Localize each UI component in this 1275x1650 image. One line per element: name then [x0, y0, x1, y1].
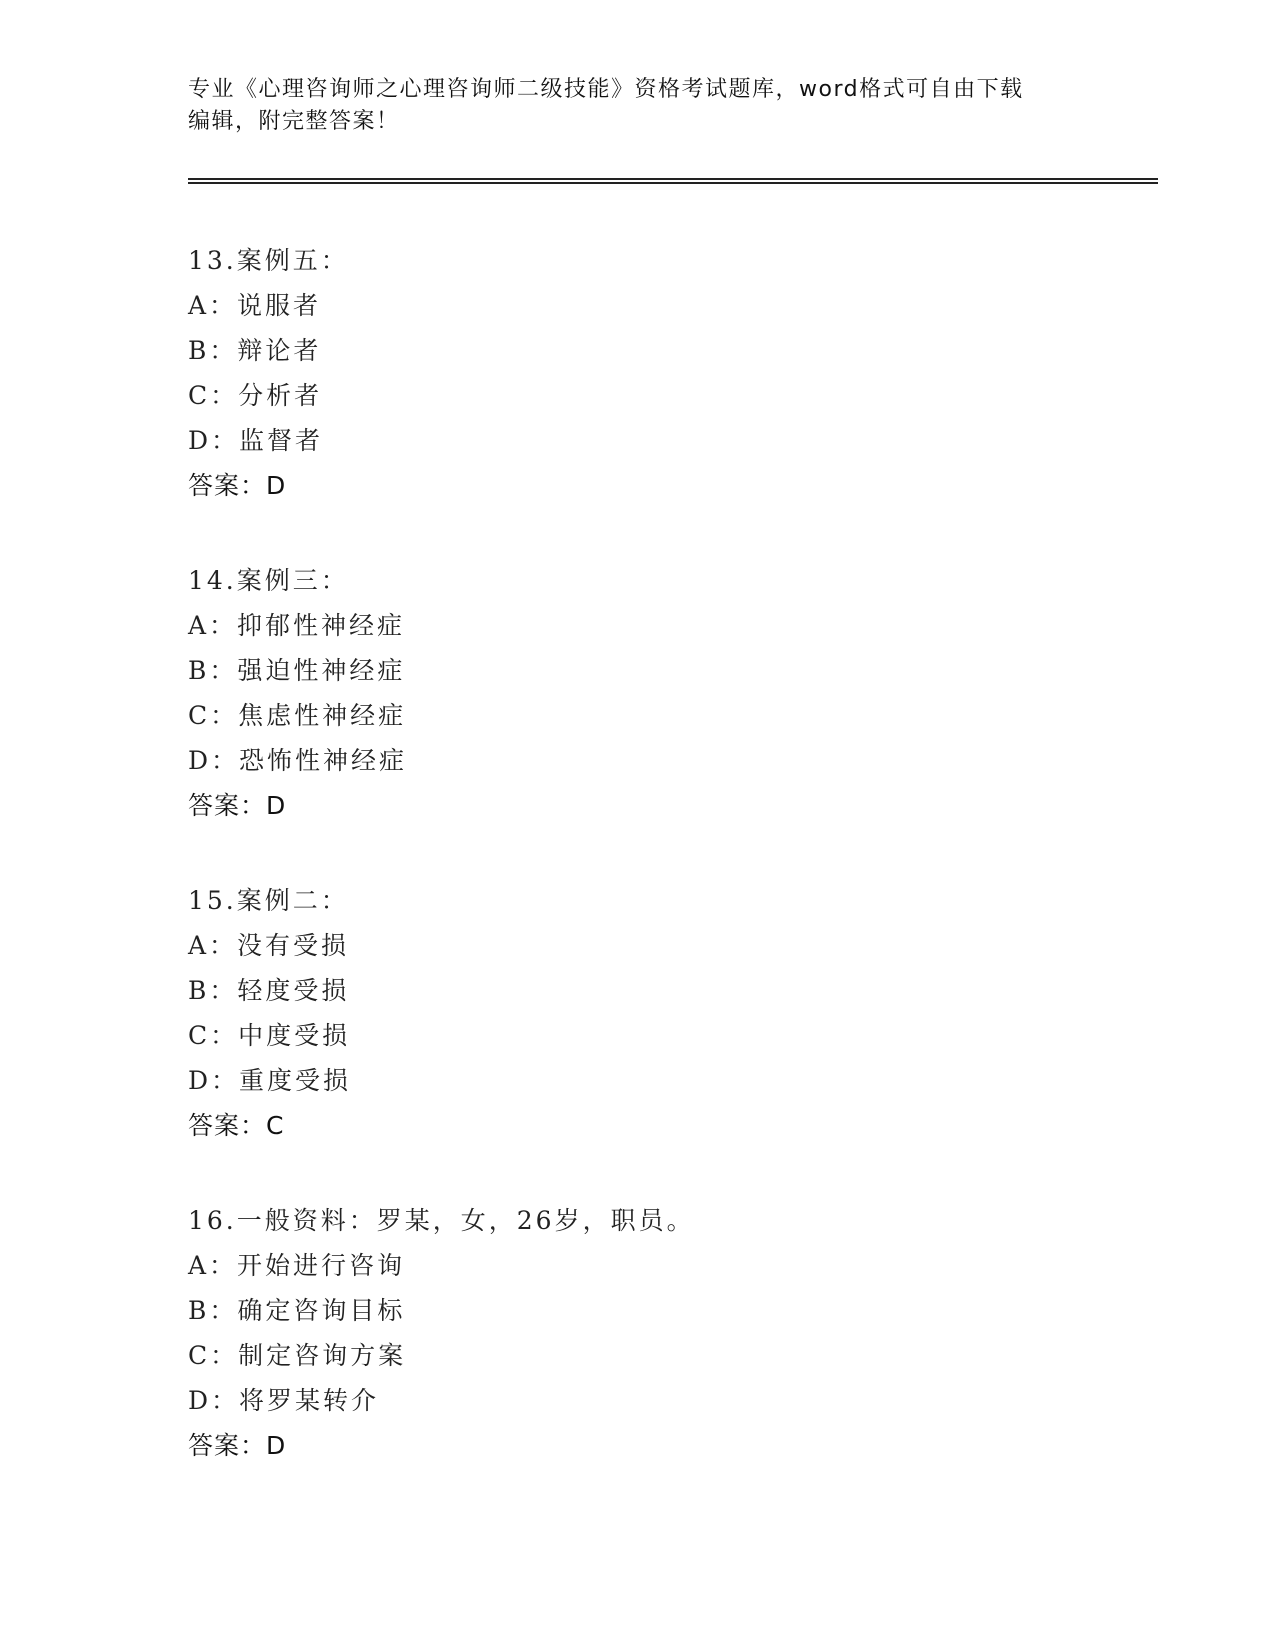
option-d: D：监督者: [188, 426, 324, 455]
answer-line: 答案：D: [188, 471, 287, 500]
document-header: [188, 74, 1088, 138]
option-c: C：中度受损: [188, 1021, 351, 1050]
question-list: [188, 238, 1088, 1518]
option-d: D：将罗某转介: [188, 1386, 380, 1415]
option-c: C：分析者: [188, 381, 323, 410]
option-d: D：重度受损: [188, 1066, 352, 1095]
option-d: D：恐怖性神经症: [188, 746, 408, 775]
option-a: A：说服者: [188, 291, 322, 320]
header-divider: [188, 178, 1158, 184]
question-stem: 16.一般资料：罗某，女，26岁，职员。: [188, 1206, 695, 1235]
option-a: A：没有受损: [188, 931, 350, 960]
answer-line: 答案：C: [188, 1111, 285, 1140]
question-stem: 14.案例三：: [188, 566, 349, 595]
answer-line: 答案：D: [188, 791, 287, 820]
option-b: B：确定咨询目标: [188, 1296, 406, 1325]
option-a: A：抑郁性神经症: [188, 611, 406, 640]
question-stem: 15.案例二：: [188, 886, 349, 915]
question-13: [188, 238, 1088, 558]
header-line-2: 编辑，附完整答案！: [188, 109, 400, 134]
option-b: B：强迫性神经症: [188, 656, 406, 685]
answer-line: 答案：D: [188, 1431, 287, 1460]
option-b: B：辩论者: [188, 336, 322, 365]
option-c: C：制定咨询方案: [188, 1341, 407, 1370]
option-c: C：焦虑性神经症: [188, 701, 407, 730]
question-14: [188, 558, 1088, 878]
header-line-1: 专业《心理咨询师之心理咨询师二级技能》资格考试题库，word格式可自由下载: [188, 77, 1024, 102]
option-a: A：开始进行咨询: [188, 1251, 406, 1280]
question-16: [188, 1198, 1088, 1518]
question-stem: 13.案例五：: [188, 246, 349, 275]
option-b: B：轻度受损: [188, 976, 350, 1005]
question-15: [188, 878, 1088, 1198]
